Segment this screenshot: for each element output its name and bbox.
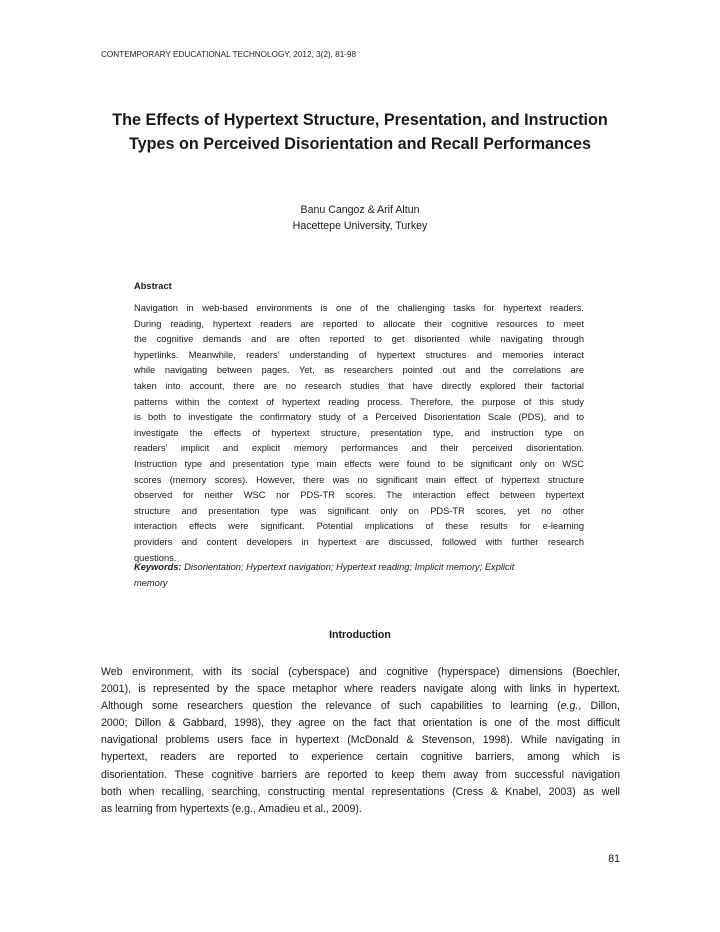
paper-title <box>80 108 640 156</box>
paragraph-line: as learning from hypertexts (e.g., Amadieu et al., 2009). <box>101 802 362 815</box>
page-number: 81 <box>608 853 620 865</box>
author-affiliation: Hacettepe University, Turkey <box>292 220 428 232</box>
author-names: Banu Cangoz & Arif Altun <box>300 204 420 216</box>
author-block <box>160 202 560 234</box>
abstract-line: observed for neither WSC nor PDS-TR scores. The interaction effect between hypertext <box>134 490 584 501</box>
paper-title-line: Types on Perceived Disorientation and Recall Performances <box>128 135 592 153</box>
abstract-line: patterns within the context of hypertext reading process. Therefore, the purpose of this study <box>134 396 584 407</box>
paragraph-line-segment: , Dillon, <box>578 700 620 713</box>
paper-title-line: The Effects of Hypertext Structure, Presentation, and Instruction <box>112 111 608 129</box>
abstract-line: structure and presentation type was significant only on PDS-TR scores, yet no other <box>134 505 584 516</box>
abstract-line: scores (memory scores). However, there was no significant main effect of hypertext structure <box>134 474 584 485</box>
abstract-line: investigate the effects of hypertext structure, presentation type, and instruction type on <box>134 427 584 438</box>
abstract-line: Navigation in web-based environments is one of the challenging tasks for hypertext readers. <box>134 303 584 313</box>
keywords-label: Keywords: <box>134 562 182 572</box>
paragraph-line: Web environment, with its social (cyberspace) and cognitive (hyperspace) dimensions (Boechler, <box>101 666 620 678</box>
abstract-body <box>134 301 584 566</box>
paragraph-line-segment: Although some researchers question the relevance of such capabilities to learning ( <box>101 700 561 713</box>
abstract-line: questions. <box>134 552 177 563</box>
italic-eg: e.g. <box>560 700 579 713</box>
paragraph-line: hypertext, readers are reported to experience certain cognitive barriers, among which is <box>101 751 620 764</box>
paragraph-line: navigational problems users face in hypertext (McDonald & Stevenson, 1998). While navigating in <box>101 734 620 747</box>
abstract-line: hyperlinks. Meanwhile, readers’ understanding of hypertext structures and memories interact <box>134 349 584 360</box>
paragraph-line: disorientation. These cognitive barriers are reported to keep them away from successful navigation <box>101 768 620 781</box>
abstract-line: Instruction type and presentation type main effects were found to be significant only on WSC <box>134 458 584 469</box>
abstract-line: During reading, hypertext readers are reported to allocate their cognitive resources to meet <box>134 318 584 329</box>
keywords-line: memory <box>134 577 168 588</box>
keywords-line <box>134 560 584 576</box>
abstract-line: taken into account, there are no research studies that have directly explored their factorial <box>134 380 584 391</box>
paragraph-line: 2001), is represented by the space metaphor where readers navigate along with links in hypertext. <box>101 683 620 696</box>
keywords-text: Disorientation; Hypertext navigation; Hypertext reading; Implicit memory; Explicit <box>184 562 515 572</box>
abstract-line: is both to investigate the confirmatory study of a Perceived Disorientation Scale (PDS), and to <box>134 412 584 423</box>
abstract-line: the cognitive demands and are often reported to get disoriented while navigating through <box>134 334 584 345</box>
abstract-line: interaction effects were significant. Potential implications of these results for e-learning <box>134 521 584 532</box>
abstract-line: readers’ implicit and explicit memory performances and their perceived disorientation. <box>134 443 584 454</box>
section-heading-introduction: Introduction <box>329 629 391 641</box>
abstract-heading: Abstract <box>134 281 172 291</box>
paragraph-line: 2000; Dillon & Gabbard, 1998), they agree on the fact that orientation is one of the most difficult <box>101 717 620 730</box>
paragraph-line: both when recalling, searching, constructing mental representations (Cress & Knabel, 2003) as well <box>101 785 620 798</box>
keywords <box>134 560 584 591</box>
introduction-paragraph <box>101 664 620 818</box>
abstract-line: while navigating between pages. Yet, as researchers pointed out and the correlations are <box>134 365 584 376</box>
running-head: CONTEMPORARY EDUCATIONAL TECHNOLOGY, 2012, 3(2), 81-98 <box>101 50 357 59</box>
abstract-line: providers and content developers in hypertext are discussed, followed with further research <box>134 536 584 547</box>
paragraph-line <box>101 698 620 715</box>
